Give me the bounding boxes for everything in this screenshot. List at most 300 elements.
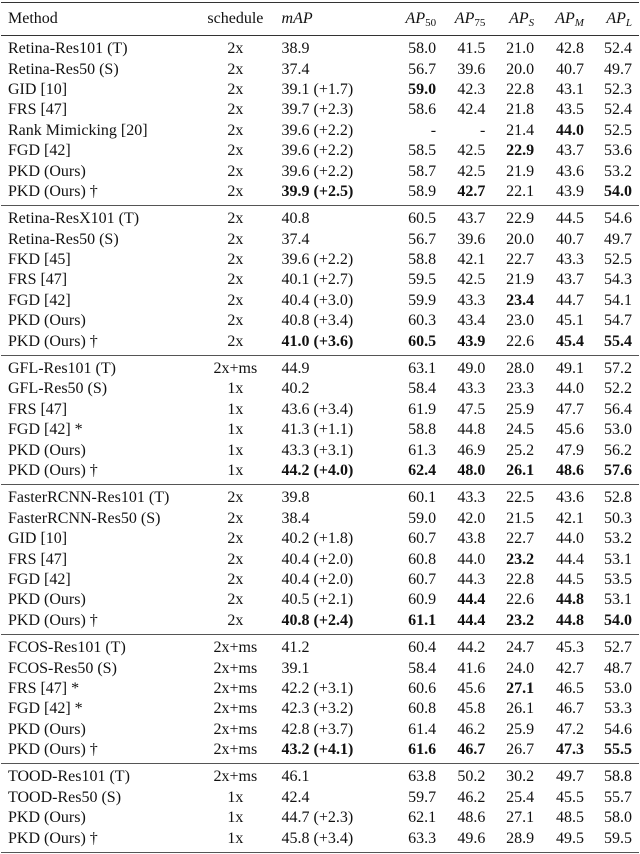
cell-aps: 27.1 bbox=[506, 809, 535, 827]
cell-map: 40.5 (+2.1) bbox=[281, 591, 354, 609]
column-header-subscript: 50 bbox=[425, 16, 437, 29]
cell-ap50: 60.9 bbox=[408, 591, 437, 609]
table-row bbox=[1, 379, 639, 399]
cell-map: 40.4 (+2.0) bbox=[281, 570, 354, 588]
table-group bbox=[1, 485, 639, 635]
table-row bbox=[1, 206, 639, 230]
cell-ap75: 46.7 bbox=[457, 741, 486, 759]
table-group bbox=[1, 36, 639, 206]
cell-ap50: 56.7 bbox=[408, 60, 437, 78]
cell-ap75: 42.5 bbox=[457, 142, 486, 160]
cell-map: 39.6 (+2.2) bbox=[281, 142, 354, 160]
cell-method: Rank Mimicking [20] bbox=[8, 121, 148, 139]
cell-aps: 27.1 bbox=[506, 679, 535, 697]
column-header-label: schedule bbox=[207, 10, 264, 27]
table-row bbox=[1, 440, 639, 460]
cell-apm: 45.4 bbox=[555, 332, 584, 350]
cell-schedule: 2x bbox=[227, 611, 244, 629]
cell-apl: 53.6 bbox=[604, 142, 632, 160]
cell-apm: 47.3 bbox=[555, 741, 584, 759]
table-row bbox=[1, 529, 639, 549]
table-row bbox=[1, 141, 639, 161]
cell-schedule: 2x bbox=[227, 591, 244, 609]
cell-ap50: 58.7 bbox=[408, 162, 437, 180]
header-row bbox=[1, 3, 639, 36]
cell-apl: 49.7 bbox=[604, 230, 632, 248]
table-row bbox=[1, 509, 639, 529]
table-row bbox=[1, 100, 639, 120]
cell-ap50: 60.7 bbox=[408, 570, 437, 588]
cell-aps: 28.0 bbox=[506, 360, 535, 378]
cell-method: Retina-ResX101 (T) bbox=[8, 210, 140, 228]
table-row bbox=[1, 80, 639, 100]
cell-method: FGD [42] * bbox=[8, 421, 83, 439]
table-row bbox=[1, 679, 639, 699]
cell-apm: 44.8 bbox=[555, 611, 584, 629]
cell-apm: 46.5 bbox=[555, 679, 584, 697]
cell-ap75: 47.5 bbox=[457, 400, 486, 418]
cell-ap75: 42.3 bbox=[457, 80, 486, 98]
cell-ap50: 60.1 bbox=[408, 489, 437, 507]
cell-method: Retina-Res50 (S) bbox=[8, 230, 119, 248]
cell-map: 37.4 bbox=[281, 230, 310, 248]
cell-schedule: 2x bbox=[227, 60, 244, 78]
cell-aps: 22.5 bbox=[506, 489, 535, 507]
cell-ap75: 49.6 bbox=[457, 829, 486, 847]
table-row bbox=[1, 161, 639, 181]
cell-ap50: 60.4 bbox=[408, 639, 437, 657]
table-row bbox=[1, 182, 639, 206]
cell-apm: 42.1 bbox=[555, 509, 584, 527]
cell-schedule: 2x bbox=[227, 251, 244, 269]
table-row bbox=[1, 590, 639, 610]
cell-apl: 53.3 bbox=[604, 700, 632, 718]
cell-apm: 47.7 bbox=[555, 400, 584, 418]
cell-ap50: 59.9 bbox=[408, 291, 437, 309]
table-row bbox=[1, 59, 639, 79]
column-header-method bbox=[1, 3, 193, 36]
table-row bbox=[1, 250, 639, 270]
cell-apm: 44.0 bbox=[555, 121, 584, 139]
cell-schedule: 2x bbox=[227, 80, 244, 98]
cell-method: FCOS-Res101 (T) bbox=[8, 639, 126, 657]
cell-schedule: 2x bbox=[227, 162, 244, 180]
cell-aps: 25.9 bbox=[506, 400, 535, 418]
cell-ap75: 44.2 bbox=[457, 639, 486, 657]
cell-ap75: 49.0 bbox=[457, 360, 486, 378]
table-row bbox=[1, 828, 639, 852]
table-row bbox=[1, 699, 639, 719]
cell-schedule: 2x bbox=[227, 550, 244, 568]
cell-ap75: 43.3 bbox=[457, 380, 486, 398]
cell-apm: 43.7 bbox=[555, 142, 584, 160]
cell-schedule: 2x bbox=[227, 142, 244, 160]
cell-map: 39.7 (+2.3) bbox=[281, 101, 354, 119]
cell-map: 37.4 bbox=[281, 60, 310, 78]
cell-aps: 22.6 bbox=[506, 332, 535, 350]
cell-apm: 43.9 bbox=[555, 182, 584, 200]
cell-ap50: 62.1 bbox=[408, 809, 437, 827]
cell-method: FGD [42] bbox=[8, 570, 71, 588]
cell-map: 40.4 (+2.0) bbox=[281, 550, 354, 568]
cell-ap75: 44.0 bbox=[457, 550, 486, 568]
cell-ap75: 43.8 bbox=[457, 530, 486, 548]
cell-ap75: 44.4 bbox=[457, 611, 486, 629]
cell-aps: 20.0 bbox=[506, 230, 535, 248]
cell-ap75: 44.4 bbox=[457, 591, 486, 609]
table-group bbox=[1, 634, 639, 763]
cell-aps: 21.5 bbox=[506, 509, 535, 527]
cell-ap50: 61.9 bbox=[408, 400, 437, 418]
cell-schedule: 1x bbox=[227, 809, 244, 827]
cell-method: FRS [47] bbox=[8, 550, 68, 568]
cell-schedule: 2x bbox=[227, 489, 244, 507]
cell-schedule: 2x+ms bbox=[213, 741, 258, 759]
cell-apl: 54.0 bbox=[604, 182, 632, 200]
cell-ap50: 58.8 bbox=[408, 421, 437, 439]
column-header-schedule bbox=[193, 3, 277, 36]
table-row bbox=[1, 461, 639, 485]
cell-aps: 23.2 bbox=[506, 611, 535, 629]
cell-schedule: 2x bbox=[227, 271, 244, 289]
cell-apm: 43.7 bbox=[555, 271, 584, 289]
cell-schedule: 2x+ms bbox=[213, 639, 258, 657]
column-header-label: AP bbox=[509, 9, 529, 27]
cell-map: 40.8 bbox=[281, 210, 310, 228]
column-header-label: Method bbox=[8, 10, 58, 27]
cell-method: FRS [47] bbox=[8, 101, 68, 119]
cell-ap50: 56.7 bbox=[408, 230, 437, 248]
cell-ap50: 60.6 bbox=[408, 679, 437, 697]
cell-aps: 23.4 bbox=[506, 291, 535, 309]
cell-map: 43.3 (+3.1) bbox=[281, 441, 354, 459]
cell-ap75: 42.5 bbox=[457, 162, 486, 180]
cell-map: 42.3 (+3.2) bbox=[281, 700, 354, 718]
cell-schedule: 2x bbox=[227, 182, 244, 200]
cell-map: 39.1 (+1.7) bbox=[281, 80, 354, 98]
cell-apl: 55.7 bbox=[604, 788, 632, 806]
cell-map: 39.6 (+2.2) bbox=[281, 121, 354, 139]
cell-apm: 43.1 bbox=[555, 80, 584, 98]
column-header-apm bbox=[534, 3, 584, 36]
cell-apl: 53.1 bbox=[604, 591, 632, 609]
table-row bbox=[1, 355, 639, 379]
cell-schedule: 1x bbox=[227, 462, 244, 479]
table-row bbox=[1, 291, 639, 311]
table-row bbox=[1, 230, 639, 250]
cell-ap50: 60.5 bbox=[408, 332, 437, 350]
cell-apl: 59.5 bbox=[604, 829, 632, 847]
cell-schedule: 2x bbox=[227, 210, 244, 228]
cell-ap75: 44.3 bbox=[457, 570, 486, 588]
cell-map: 44.9 bbox=[281, 360, 310, 378]
cell-schedule: 1x bbox=[227, 441, 244, 459]
cell-apm: 47.2 bbox=[555, 720, 584, 738]
cell-ap75: 46.2 bbox=[457, 720, 486, 738]
cell-method: GID [10] bbox=[8, 530, 68, 548]
cell-map: 41.0 (+3.6) bbox=[281, 332, 354, 350]
cell-ap50: 59.7 bbox=[408, 788, 437, 806]
cell-schedule: 2x+ms bbox=[213, 700, 258, 718]
cell-method: PKD (Ours) † bbox=[8, 332, 98, 350]
cell-aps: 21.8 bbox=[506, 101, 535, 119]
cell-ap50: 60.3 bbox=[408, 312, 437, 330]
cell-ap75: 39.6 bbox=[457, 230, 486, 248]
cell-ap50: 60.8 bbox=[408, 550, 437, 568]
cell-apl: 57.6 bbox=[604, 462, 632, 479]
cell-method: FGD [42] * bbox=[8, 700, 83, 718]
table-group bbox=[1, 206, 639, 356]
column-header-label: AP bbox=[405, 9, 426, 27]
cell-apl: 52.5 bbox=[604, 121, 632, 139]
cell-apm: 43.6 bbox=[555, 162, 584, 180]
cell-method: Retina-Res101 (T) bbox=[8, 40, 128, 58]
cell-ap75: 46.2 bbox=[457, 788, 486, 806]
cell-ap75: 45.8 bbox=[457, 700, 486, 718]
cell-apl: 55.4 bbox=[604, 332, 632, 350]
cell-schedule: 2x bbox=[227, 121, 244, 139]
column-header-label: mAP bbox=[281, 10, 313, 27]
cell-apl: 54.3 bbox=[604, 271, 632, 289]
cell-apl: 54.7 bbox=[604, 312, 632, 330]
cell-apl: 52.3 bbox=[604, 80, 632, 98]
table-row bbox=[1, 121, 639, 141]
cell-apm: 40.7 bbox=[555, 60, 584, 78]
cell-ap50: 58.6 bbox=[408, 101, 437, 119]
table-group bbox=[1, 764, 639, 853]
cell-aps: 22.8 bbox=[506, 570, 535, 588]
cell-ap75: 43.9 bbox=[457, 332, 486, 350]
cell-apl: 52.2 bbox=[604, 380, 632, 398]
cell-method: FGD [42] bbox=[8, 291, 71, 309]
cell-aps: 21.9 bbox=[506, 162, 535, 180]
cell-ap50: 61.4 bbox=[408, 720, 437, 738]
cell-map: 41.2 bbox=[281, 639, 310, 657]
cell-method: PKD (Ours) † bbox=[8, 182, 98, 200]
cell-method: PKD (Ours) bbox=[8, 162, 86, 180]
column-header-aps bbox=[485, 3, 534, 36]
cell-aps: 25.4 bbox=[506, 788, 535, 806]
cell-apm: 43.5 bbox=[555, 101, 584, 119]
column-header-ap75 bbox=[436, 3, 485, 36]
cell-schedule: 1x bbox=[227, 829, 244, 847]
cell-apl: 53.0 bbox=[604, 421, 632, 439]
cell-method: PKD (Ours) bbox=[8, 809, 86, 827]
cell-ap50: 63.1 bbox=[408, 360, 437, 378]
cell-apl: 48.7 bbox=[604, 659, 632, 677]
cell-apm: 42.8 bbox=[555, 40, 584, 58]
cell-map: 38.9 bbox=[281, 40, 310, 58]
cell-ap50: 59.0 bbox=[408, 80, 437, 98]
column-header-map bbox=[278, 3, 390, 36]
cell-ap75: 43.4 bbox=[457, 312, 486, 330]
cell-apl: 52.4 bbox=[604, 40, 632, 58]
cell-ap50: 58.5 bbox=[408, 142, 437, 160]
cell-ap50: 58.8 bbox=[408, 251, 437, 269]
cell-ap75: 42.1 bbox=[457, 251, 486, 269]
cell-method: FasterRCNN-Res101 (T) bbox=[8, 489, 170, 507]
cell-apl: 53.2 bbox=[604, 162, 632, 180]
cell-method: Retina-Res50 (S) bbox=[8, 60, 119, 78]
cell-aps: 21.0 bbox=[506, 40, 535, 58]
column-header-ap50 bbox=[389, 3, 436, 36]
cell-apm: 47.9 bbox=[555, 441, 584, 459]
cell-schedule: 2x bbox=[227, 509, 244, 527]
cell-apm: 45.1 bbox=[555, 312, 584, 330]
cell-aps: 30.2 bbox=[506, 768, 535, 786]
table-row bbox=[1, 420, 639, 440]
cell-schedule: 1x bbox=[227, 380, 244, 398]
cell-ap75: 42.4 bbox=[457, 101, 486, 119]
cell-schedule: 2x+ms bbox=[213, 720, 258, 738]
cell-apl: 52.4 bbox=[604, 101, 632, 119]
cell-ap75: 48.6 bbox=[457, 809, 486, 827]
cell-ap75: 43.3 bbox=[457, 489, 486, 507]
cell-method: PKD (Ours) † bbox=[8, 611, 98, 629]
cell-apm: 49.1 bbox=[555, 360, 584, 378]
cell-map: 40.8 (+3.4) bbox=[281, 312, 354, 330]
cell-map: 40.8 (+2.4) bbox=[281, 611, 354, 629]
cell-ap75: 41.5 bbox=[457, 40, 486, 58]
cell-ap50: 61.6 bbox=[408, 741, 437, 759]
cell-apm: 44.0 bbox=[555, 380, 584, 398]
cell-ap50: 58.4 bbox=[408, 380, 437, 398]
cell-aps: 23.0 bbox=[506, 312, 535, 330]
cell-schedule: 2x bbox=[227, 40, 244, 58]
cell-map: 39.9 (+2.5) bbox=[281, 182, 354, 200]
column-header-subscript: 75 bbox=[474, 16, 486, 29]
cell-aps: 21.9 bbox=[506, 271, 535, 289]
table-row bbox=[1, 788, 639, 808]
cell-map: 39.6 (+2.2) bbox=[281, 251, 354, 269]
table-row bbox=[1, 485, 639, 509]
cell-aps: 21.4 bbox=[506, 121, 535, 139]
cell-apm: 44.5 bbox=[555, 570, 584, 588]
cell-map: 41.3 (+1.1) bbox=[281, 421, 354, 439]
cell-method: FGD [42] bbox=[8, 142, 71, 160]
cell-apl: 56.4 bbox=[604, 400, 632, 418]
cell-aps: 25.9 bbox=[506, 720, 535, 738]
cell-map: 46.1 bbox=[281, 768, 310, 786]
column-header-label: AP bbox=[454, 9, 475, 27]
cell-aps: 20.0 bbox=[506, 60, 535, 78]
cell-map: 42.4 bbox=[281, 788, 310, 806]
cell-map: 40.2 (+1.8) bbox=[281, 530, 354, 548]
cell-ap75: 43.7 bbox=[457, 210, 486, 228]
cell-ap75: 42.5 bbox=[457, 271, 486, 289]
cell-apm: 40.7 bbox=[555, 230, 584, 248]
table-row bbox=[1, 331, 639, 355]
cell-map: 43.6 (+3.4) bbox=[281, 400, 354, 418]
cell-apl: 54.0 bbox=[604, 611, 632, 629]
cell-schedule: 2x bbox=[227, 332, 244, 350]
cell-ap75: 42.0 bbox=[457, 509, 486, 527]
table-row bbox=[1, 720, 639, 740]
cell-aps: 22.8 bbox=[506, 80, 535, 98]
table-row bbox=[1, 634, 639, 658]
table-header bbox=[1, 3, 639, 36]
cell-aps: 22.7 bbox=[506, 530, 535, 548]
cell-map: 39.6 (+2.2) bbox=[281, 162, 354, 180]
cell-aps: 22.7 bbox=[506, 251, 535, 269]
cell-map: 42.8 (+3.7) bbox=[281, 720, 354, 738]
cell-apl: 57.2 bbox=[604, 360, 632, 378]
cell-method: PKD (Ours) † bbox=[8, 741, 98, 759]
cell-ap50: 60.5 bbox=[408, 210, 437, 228]
cell-apl: 54.6 bbox=[604, 720, 632, 738]
cell-map: 38.4 bbox=[281, 509, 310, 527]
cell-aps: 26.1 bbox=[506, 700, 535, 718]
cell-schedule: 2x bbox=[227, 530, 244, 548]
cell-apm: 44.7 bbox=[555, 291, 584, 309]
cell-ap75: 41.6 bbox=[457, 659, 486, 677]
cell-ap50: 59.0 bbox=[408, 509, 437, 527]
cell-ap75: 44.8 bbox=[457, 421, 486, 439]
column-header-subscript: L bbox=[625, 16, 632, 29]
cell-apl: 52.8 bbox=[604, 489, 632, 507]
cell-apm: 44.0 bbox=[555, 530, 584, 548]
cell-schedule: 2x bbox=[227, 312, 244, 330]
cell-apm: 43.6 bbox=[555, 489, 584, 507]
column-header-subscript: S bbox=[528, 16, 535, 29]
cell-ap50: 59.5 bbox=[408, 271, 437, 289]
cell-schedule: 2x bbox=[227, 291, 244, 309]
cell-map: 40.2 bbox=[281, 380, 310, 398]
cell-apl: 58.8 bbox=[604, 768, 632, 786]
cell-ap50: 63.3 bbox=[408, 829, 437, 847]
cell-apl: 50.3 bbox=[604, 509, 632, 527]
cell-method: FRS [47] bbox=[8, 271, 68, 289]
column-header-label: AP bbox=[555, 9, 575, 27]
cell-map: 44.2 (+4.0) bbox=[281, 462, 354, 479]
cell-aps: 24.5 bbox=[506, 421, 535, 439]
cell-method: FKD [45] bbox=[8, 251, 71, 269]
cell-aps: 25.2 bbox=[506, 441, 535, 459]
cell-aps: 22.6 bbox=[506, 591, 535, 609]
cell-schedule: 2x+ms bbox=[213, 768, 258, 786]
cell-ap75: 42.7 bbox=[457, 182, 486, 200]
results-table-container bbox=[0, 2, 640, 853]
cell-apl: 52.5 bbox=[604, 251, 632, 269]
cell-schedule: 2x bbox=[227, 570, 244, 588]
cell-ap50: 63.8 bbox=[408, 768, 437, 786]
cell-method: PKD (Ours) bbox=[8, 720, 86, 738]
cell-method: GFL-Res50 (S) bbox=[8, 380, 108, 398]
cell-ap75: 45.6 bbox=[457, 679, 486, 697]
cell-apm: 42.7 bbox=[555, 659, 584, 677]
cell-apl: 56.2 bbox=[604, 441, 632, 459]
cell-map: 43.2 (+4.1) bbox=[281, 741, 354, 759]
cell-apl: 53.5 bbox=[604, 570, 632, 588]
cell-ap75: 50.2 bbox=[457, 768, 486, 786]
cell-schedule: 2x bbox=[227, 101, 244, 119]
cell-schedule: 2x bbox=[227, 230, 244, 248]
table-row bbox=[1, 611, 639, 635]
cell-apm: 45.6 bbox=[555, 421, 584, 439]
cell-method: TOOD-Res50 (S) bbox=[8, 788, 122, 806]
cell-apl: 52.7 bbox=[604, 639, 632, 657]
cell-map: 45.8 (+3.4) bbox=[281, 829, 354, 847]
cell-schedule: 1x bbox=[227, 421, 244, 439]
cell-apl: 49.7 bbox=[604, 60, 632, 78]
cell-apm: 48.6 bbox=[555, 462, 584, 479]
cell-aps: 23.3 bbox=[506, 380, 535, 398]
column-header-label: AP bbox=[606, 9, 626, 27]
cell-aps: 24.0 bbox=[506, 659, 535, 677]
cell-apm: 43.3 bbox=[555, 251, 584, 269]
cell-map: 40.4 (+3.0) bbox=[281, 291, 354, 309]
cell-ap50: - bbox=[430, 121, 437, 139]
